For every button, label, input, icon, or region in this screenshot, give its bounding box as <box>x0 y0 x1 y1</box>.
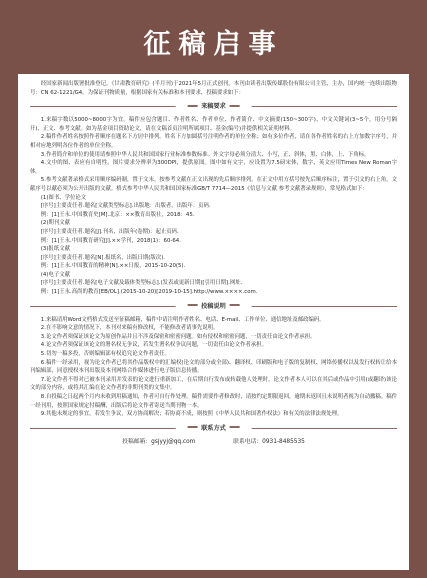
ref-format-line: [序号]主要责任者.题名[文献类型标志].出版地：出版者，出版年：页码. <box>40 203 211 210</box>
ref-format-line: 例：[1]王永.中国教育的精神[N].××日报，2015-10-20(5). <box>40 263 186 270</box>
ref-format-line: [序号]主要责任者.题名[N].报纸名，出版日期(版次). <box>40 254 166 261</box>
section-header-notes <box>30 301 397 312</box>
ref-format-line: (4)电子文献 <box>40 271 70 278</box>
note-item: 1.来稿请用Word文档格式发送至征稿邮箱，稿件中请注明作者姓名、电话、E-mail、工作单位、通信地址及邮政编码。 <box>40 316 325 323</box>
requirement-item: 1.来稿字数以5000~8000字为宜。稿件应包含题目、作者姓名、作者单位、作者简介、中文摘要(150~300字)、中文关键词(3~5个，用分号隔开)、正文、参考文献。如为基金项目资助论文，请在文稿首页注明所属项目、基金(编号)并提供相关证明材料。 <box>30 117 397 132</box>
ref-format-line: (2)期刊文献 <box>40 220 70 227</box>
ref-format-line: [序号]主要责任者.题名[电子文献及载体类型标志].(发表或更新日期)[引用日期].网址. <box>40 280 243 287</box>
note-item: 5.切勿一稿多投，否则编辑部有权追究论文作者责任。 <box>40 351 170 358</box>
ref-format-line: 例：[1]王永.高尚的教育[EB/OL].(2015-10-20)[2019-10-15].http://www.××××.com. <box>40 289 258 296</box>
contact-email[interactable]: 投稿邮箱：gsjyyj@qq.com <box>122 438 196 445</box>
section-header-requirements <box>30 101 397 112</box>
ref-format-line: [序号]主要责任者.题名[J].刊名，出版年(卷期)：起止页码. <box>40 228 179 235</box>
ref-format-line: 例：[1]王永.中国教育研究[J].××学刊，2018(1)：60-64. <box>40 237 181 244</box>
section-title: 投稿说明 <box>175 301 252 312</box>
contact-phone: 联系电话：0931-8485535 <box>233 438 305 445</box>
page-title: 征稿启事 <box>143 29 284 60</box>
note-item: 3.论文作者须保证该论文为原创作品并且不涉及保密和密密问题。如有侵权和密密问题，一切责任由论文作者承担。 <box>40 333 316 340</box>
requirement-item: 2.稿件作者姓名按照作者顺序在题名下方居中排列。姓名下方加圆括号注明作者的单位全称；如有多位作者，请在各作者姓名的右上方加数字序号，并相对应地列明各位作者的单位全称。 <box>30 134 397 149</box>
notice-paper <box>18 74 409 570</box>
note-item: 7.论文作者不得对已被本刊录用并发表的论文进行重新加工，在后期自行发布或转载他人处理时，论文作者本人可以在其后或作品中引用(或翻译)该论文的部分内容，或将其汇编在论文作者的非期刊类的文集中。 <box>30 376 397 392</box>
ref-format-line: (3)报纸文献 <box>40 246 70 253</box>
note-item: 4.论文作者须保证该论文的署名权无争议，若发生署名权争议问题，一切责任由论文作者承担。 <box>40 342 267 349</box>
requirement-item: 4.文中的图、表应有自明性。图片要求分辨率为300DPI，提供原图。图中如有文字，应设置为7.5磅宋体，数字、英文应用Times New Roman字体。 <box>30 160 397 175</box>
note-item: 2.在不影响文意的情况下，本刊对来稿有修改权，不能修改者请事先说明。 <box>40 325 219 332</box>
note-item: 8.自投稿之日起两个月内未收到用稿通知，作者可自行作处理。稿件需要作者修改时，请按约定期限返回，逾期未返回且未说明者视为自动撤稿。稿件一经刊用，按照国家规定付稿酬，出版后将论文作者寄送当期刊物一本。 <box>30 394 397 409</box>
intro-paragraph: 经国家新闻出版署批准登记，《甘肃教育研究》(半月刊)于2021年5月正式创刊。本刊由读者出版传媒股份有限公司主管、主办，国内统一连续出版物号：CN 62-1221/G4。为保证刊物质量，根据国家有关标准和本刊要求，投稿要求如下： <box>30 81 397 96</box>
note-item: 9.其他未规定的事宜，若发生争议，双方协商解决；若协商不成，则按照《中华人民共和国著作权法》和有关的法律法规处理。 <box>40 411 343 418</box>
requirement-item: 5.参考文献著录格式采用顺序编码制，置于文末。按参考文献在正文出现的先后顺序排列。在正文中用方括号按先后顺序标注，置于引文的右上角。文献序号以献必须为公开出版的文献。格式参考中华人民共和国国家标准GB/T 7714—2015《信息与文献 参考文献著录规则》，常见格式如下： <box>30 177 397 192</box>
requirement-item: 3.作者简介和单位的使用请参照中华人民共和国国家行业标准参数标准。外文字母必须分清大、小写，正、斜体，黑、白体，上、下角标。 <box>40 151 370 158</box>
section-title: 联系方式 <box>175 423 252 434</box>
contact-line <box>30 438 397 447</box>
section-header-contact <box>30 423 397 434</box>
note-item: 6.稿件一经录用，视为论文作者已将其作品版权中的汇编权(论文的部分或全部)、翻译权、印刷版和电子版的复制权、网络传播权以及发行权转让给本刊编辑部，同意授权本刊出版及本刊网络合作媒体进行电子版信息传播。 <box>30 359 397 375</box>
ref-format-line: 例：[1]王永.中国教育史[M].北京：××教育出版社，2018：45. <box>40 211 195 218</box>
ref-format-line: (1)图书、学位论文 <box>40 194 87 201</box>
section-title: 来稿要求 <box>175 101 252 112</box>
